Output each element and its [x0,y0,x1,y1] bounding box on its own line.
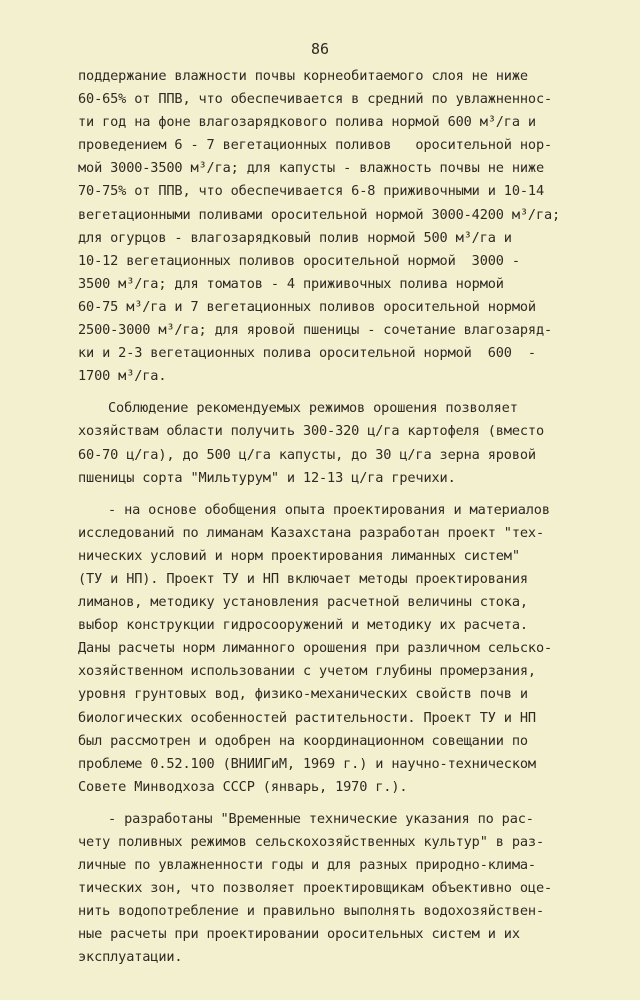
text-line: исследований по лиманам Казахстана разработан проект "тех- [78,524,544,541]
text-line: вегетационными поливами оросительной нормой 3000-4200 м³/га; [78,206,561,223]
text-line: 60-65% от ППВ, что обеспечивается в средний по увлажненнос- [78,91,553,108]
text-line: ные расчеты при проектировании оросительных систем и их [78,926,520,943]
text-line: биологических особенностей растительности. Проект ТУ и НП [78,709,536,726]
text-line: Совете Минводхоза СССР (январь, 1970 г.). [78,778,408,795]
text-line: ки и 2-3 вегетационных полива оросительной нормой 600 - [78,345,536,362]
text-line: 60-70 ц/га), до 500 ц/га капусты, до 30 ц/га зерна яровой [78,446,536,463]
text-line: личные по увлажненности годы и для разных природно-клима- [78,857,536,874]
text-line: мой 3000-3500 м³/га; для капусты - влажность почвы не ниже [78,160,544,177]
text-line: (ТУ и НП). Проект ТУ и НП включает методы проектирования [78,570,528,587]
paragraph [78,808,578,970]
paragraph [78,65,578,388]
text-line: хозяйственном использовании с учетом глубины промерзания, [78,663,536,680]
page-number: 86 [310,40,330,58]
text-line: Соблюдение рекомендуемых режимов орошения позволяет [108,400,518,417]
text-line: нических условий и норм проектирования лиманных систем" [78,547,520,564]
text-line: пшеницы сорта "Мильтурум" и 12-13 ц/га гречихи. [78,469,456,486]
text-line: был рассмотрен и одобрен на координационном совещании по [78,732,528,749]
text-line: нить водопотребление и правильно выполнять водохозяйствен- [78,903,544,920]
text-line: чету поливных режимов сельскохозяйственных культур" в раз- [78,834,544,850]
text-line: хозяйствам области получить 300-320 ц/га картофеля (вместо [78,423,544,440]
paragraph [78,397,578,489]
text-line: - разработаны "Временные технические указания по рас- [108,810,534,827]
text-line: 10-12 вегетационных поливов оросительной нормой 3000 - [78,252,520,269]
text-line: для огурцов - влагозарядковый полив нормой 500 м³/га и [78,229,512,246]
paragraph [78,499,578,799]
text-line: эксплуатации. [78,949,183,966]
text-line: ти год на фоне влагозарядкового полива нормой 600 м³/га и [78,114,536,131]
text-line: лиманов, методику установления расчетной величины стока, [78,594,528,611]
text-line: проблеме 0.52.100 (ВНИИГиМ, 1969 г.) и научно-техническом [78,755,536,772]
text-line: - на основе обобщения опыта проектирования и материалов [108,501,550,518]
body-text [78,65,578,979]
text-line: проведением 6 - 7 вегетационных поливов оросительной нор- [78,137,553,154]
text-line: 3500 м³/га; для томатов - 4 приживочных полива нормой [78,275,504,292]
text-line: 1700 м³/га. [78,368,167,385]
text-line: выбор конструкции гидросооружений и методику их расчета. [78,617,528,634]
text-line: тических зон, что позволяет проектировщикам объективно оце- [78,880,553,897]
text-line: уровня грунтовых вод, физико-механических свойств почв и [78,686,528,703]
text-line: 2500-3000 м³/га; для яровой пшеницы - сочетание влагозаряд- [78,322,553,339]
text-line: 70-75% от ППВ, что обеспечивается 6-8 приживочными и 10-14 [78,183,544,200]
text-line: поддержание влажности почвы корнеобитаемого слоя не ниже [78,68,528,84]
text-line: 60-75 м³/га и 7 вегетационных поливов оросительной нормой [78,298,536,315]
text-line: Даны расчеты норм лиманного орошения при различном сельско- [78,640,553,657]
